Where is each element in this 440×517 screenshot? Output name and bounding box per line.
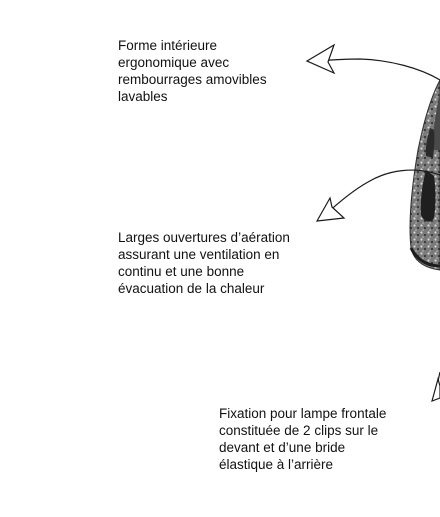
helmet-illustration (410, 80, 440, 270)
pointer-arrow-interior (307, 45, 440, 80)
annotation-interior-padding: Forme intérieure ergonomique avec rembourrages amovibles lavables (118, 38, 267, 104)
annotation-lamp-mount: Fixation pour lampe frontale constituée de 2 clips sur le devant et d’une bride élastique à l’arrière (219, 406, 387, 472)
pointer-arrow-lamp-mount (432, 372, 440, 401)
annotation-ventilation: Larges ouvertures d’aération assurant une ventilation en continu et une bonne évacuation de la chaleur (118, 230, 290, 296)
